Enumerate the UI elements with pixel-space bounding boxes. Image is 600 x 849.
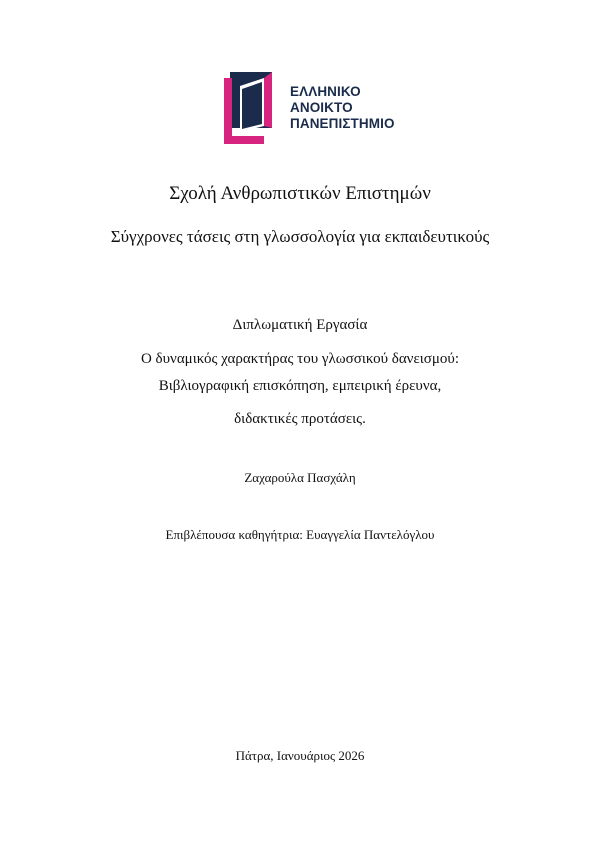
logo-emblem-icon	[224, 70, 288, 146]
document-type: Διπλωματική Εργασία	[232, 317, 368, 333]
program-name: Σύγχρονες τάσεις στη γλωσσολογία για εκπαιδευτικούς	[110, 227, 490, 246]
logo-line-2: ΑΝΟΙΚΤΟ	[290, 100, 353, 115]
university-logo	[224, 70, 404, 146]
supervisor-line: Επιβλέπουσα καθηγήτρια: Ευαγγελία Παντελόγλου	[165, 527, 435, 542]
logo-wordmark	[290, 84, 395, 132]
thesis-title-line-2: Βιβλιογραφική επισκόπηση, εμπειρική έρευνα,	[158, 378, 442, 394]
author-name: Ζαχαρούλα Πασχάλη	[244, 470, 356, 485]
school-name: Σχολή Ανθρωπιστικών Επιστημών	[169, 183, 431, 204]
place-and-date: Πάτρα, Ιανουάριος 2026	[235, 748, 365, 763]
thesis-title-line-3: διδακτικές προτάσεις.	[234, 411, 366, 427]
logo-line-3: ΠΑΝΕΠΙΣΤΗΜΙΟ	[290, 116, 395, 131]
thesis-title-line-1: Ο δυναμικός χαρακτήρας του γλωσσικού δανεισμού:	[140, 351, 460, 367]
logo-line-1: ΕΛΛΗΝΙΚΟ	[290, 84, 361, 99]
